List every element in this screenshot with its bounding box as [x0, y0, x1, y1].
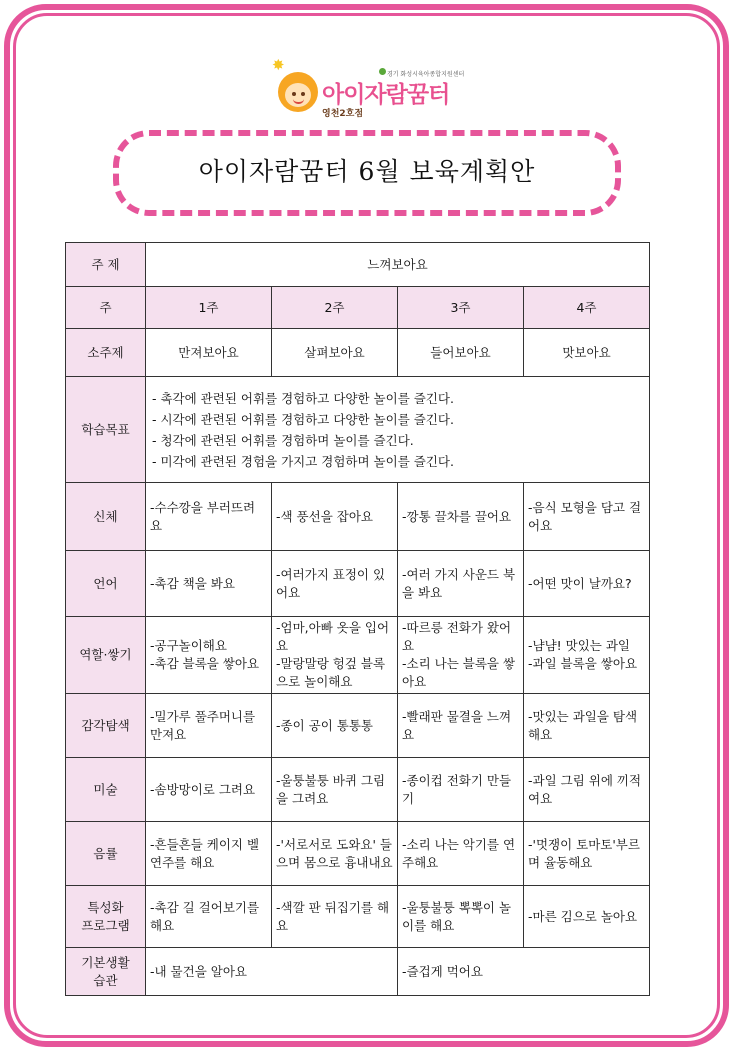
activity-cell: -색깔 판 뒤집기를 해요: [272, 886, 398, 948]
subtheme-cell: 살펴보아요: [272, 329, 398, 377]
logo: [272, 56, 487, 124]
activity-cell: -수수깡을 부러뜨려요: [146, 483, 272, 551]
week-header: 2주: [272, 287, 398, 329]
center-logo-icon: [379, 68, 386, 75]
goals-label: 학습목표: [66, 377, 146, 483]
logo-name: 아이자람꿈터: [322, 82, 450, 108]
star-icon: ✸: [272, 56, 285, 74]
activity-cell: -종이컵 전화기 만들기: [398, 758, 524, 822]
activity-cell: -마른 김으로 놀아요: [524, 886, 650, 948]
page-title: 아이자람꿈터 6월 보육계획안: [198, 157, 536, 186]
subtheme-cell: 맛보아요: [524, 329, 650, 377]
activity-cell: -과일 그림 위에 끼적여요: [524, 758, 650, 822]
week-header: 4주: [524, 287, 650, 329]
activity-cell: -따르릉 전화가 왔어요 -소리 나는 블록을 쌓아요: [398, 617, 524, 694]
activity-label: 미술: [66, 758, 146, 822]
activity-cell: -'멋쟁이 토마토'부르며 율동해요: [524, 822, 650, 886]
week-label: 주: [66, 287, 146, 329]
activity-cell: -여러 가지 사운드 북을 봐요: [398, 551, 524, 617]
activity-cell: -흔들흔들 케이지 벨 연주를 해요: [146, 822, 272, 886]
activity-cell: -어떤 맛이 날까요?: [524, 551, 650, 617]
goals-cell: [146, 377, 650, 483]
goal-item: - 미각에 관련된 경험을 가지고 경험하며 놀이를 즐긴다.: [152, 453, 454, 469]
activity-cell: -여러가지 표정이 있어요: [272, 551, 398, 617]
activity-cell: -공구놀이해요 -촉감 블록을 쌓아요: [146, 617, 272, 694]
subtheme-cell: 들어보아요: [398, 329, 524, 377]
subtheme-cell: 만져보아요: [146, 329, 272, 377]
activity-label: 특성화 프로그램: [66, 886, 146, 948]
theme-value: 느껴보아요: [146, 243, 650, 287]
habit-cell: -즐겁게 먹어요: [398, 948, 650, 996]
activity-cell: -음식 모형을 담고 걸어요: [524, 483, 650, 551]
activity-cell: -촉감 길 걸어보기를 해요: [146, 886, 272, 948]
activity-label: 언어: [66, 551, 146, 617]
activity-cell: -색 풍선을 잡아요: [272, 483, 398, 551]
activity-cell: -엄마,아빠 옷을 입어요 -말랑말랑 헝겊 블록으로 놀이해요: [272, 617, 398, 694]
activity-cell: -종이 공이 통통통: [272, 694, 398, 758]
logo-branch: 영천2호점: [322, 109, 364, 119]
activity-cell: -깡통 끌차를 끌어요: [398, 483, 524, 551]
child-face-icon: [278, 72, 318, 112]
habit-cell: -내 물건을 알아요: [146, 948, 398, 996]
activity-cell: -빨래판 물결을 느껴요: [398, 694, 524, 758]
goal-item: - 청각에 관련된 어휘를 경험하며 놀이를 즐긴다.: [152, 432, 414, 448]
activity-cell: -냠냠! 맛있는 과일 -과일 블록을 쌓아요: [524, 617, 650, 694]
activity-cell: -울퉁불퉁 뽁뽁이 놀이를 해요: [398, 886, 524, 948]
theme-label: 주 제: [66, 243, 146, 287]
activity-cell: -소리 나는 악기를 연주해요: [398, 822, 524, 886]
activity-cell: -울퉁불퉁 바퀴 그림을 그려요: [272, 758, 398, 822]
activity-label: 신체: [66, 483, 146, 551]
activity-cell: -솜방망이로 그려요: [146, 758, 272, 822]
activity-label: 감각탐색: [66, 694, 146, 758]
habit-label: 기본생활 습관: [66, 948, 146, 996]
week-header: 3주: [398, 287, 524, 329]
goal-item: - 시각에 관련된 어휘를 경험하고 다양한 놀이를 즐긴다.: [152, 411, 454, 427]
activity-cell: -맛있는 과일을 탐색해요: [524, 694, 650, 758]
plan-table: [65, 242, 650, 996]
activity-label: 음률: [66, 822, 146, 886]
activity-cell: -'서로서로 도와요' 들으며 몸으로 흉내내요: [272, 822, 398, 886]
goal-item: - 촉각에 관련된 어휘를 경험하고 다양한 놀이를 즐긴다.: [152, 390, 454, 406]
activity-label: 역할·쌓기: [66, 617, 146, 694]
logo-center-name: 경기 화성시육아종합지원센터: [387, 71, 465, 78]
activity-cell: -촉감 책을 봐요: [146, 551, 272, 617]
week-header: 1주: [146, 287, 272, 329]
activity-cell: -밀가루 풀주머니를 만져요: [146, 694, 272, 758]
subtheme-label: 소주제: [66, 329, 146, 377]
